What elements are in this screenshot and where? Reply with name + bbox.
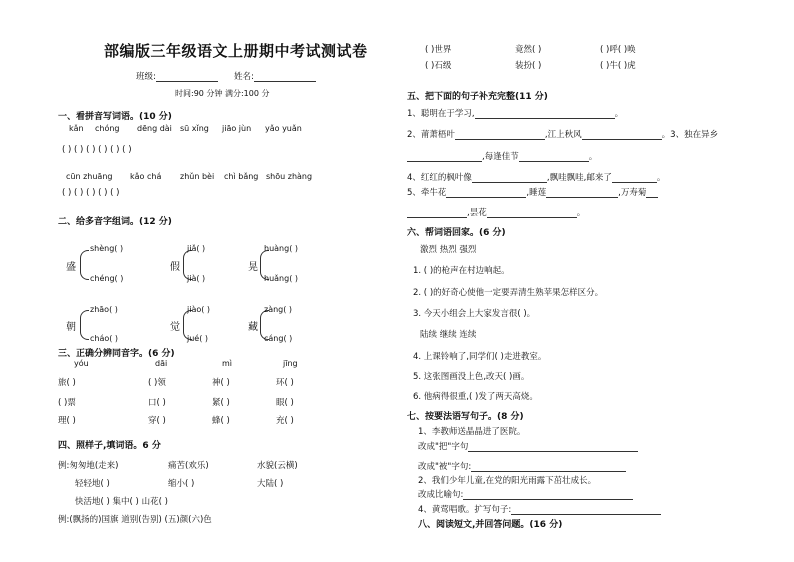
- homophone-item[interactable]: 眼( ): [276, 398, 294, 408]
- question-item[interactable]: 2. ( )的好奇心使他一定要弄清生熟苹果怎样区分。: [413, 288, 604, 298]
- class-field[interactable]: [136, 70, 218, 82]
- pinyin: mì: [222, 359, 233, 368]
- section-5-heading: 五、把下面的句子补充完整(11 分): [407, 92, 548, 102]
- polyphone-char: 晃: [248, 262, 258, 273]
- sentence-item[interactable]: 4、红红的枫叶像 ,飘哇飘哇,邮来了 。: [407, 173, 666, 183]
- section-2-heading: 二、给多音字组词。(12 分): [58, 217, 172, 227]
- example-item: 痛苦(欢乐): [168, 461, 209, 471]
- polyphone-reading[interactable]: zhāo( ): [90, 305, 118, 314]
- answer-brackets[interactable]: ( ) ( ) ( ) ( ) ( ) ( ): [62, 145, 132, 155]
- question-item[interactable]: 5. 这张图画没上色,改天( )画。: [413, 372, 530, 382]
- fill-item[interactable]: 快活地( ) 集中( ) 山花( ): [75, 497, 168, 507]
- pinyin: yóu: [74, 359, 89, 368]
- pinyin: jīng: [283, 359, 298, 368]
- sentence-item[interactable]: 5、牵牛花 ,睡莲 ,万寿菊: [407, 186, 658, 198]
- pinyin: dāi: [155, 359, 168, 368]
- pinyin: yǎo yuǎn: [265, 124, 302, 133]
- rewrite-field[interactable]: 改成"被"字句:: [418, 460, 626, 472]
- example-item: 例:匆匆地(走来): [58, 461, 119, 471]
- section-1-heading: 一、看拼音写词语。(10 分): [58, 112, 172, 122]
- section-6-heading: 六、帮词语回家。(6 分): [407, 228, 506, 238]
- homophone-item[interactable]: 环( ): [276, 378, 294, 388]
- rewrite-field[interactable]: 4、黄莺唱歌。扩写句子:: [418, 503, 661, 515]
- example-item: 例:(飘扬的)国旗 道别(告别) (五)颜(六)色: [58, 515, 212, 525]
- polyphone-reading[interactable]: zàng( ): [264, 305, 293, 314]
- fill-item[interactable]: ( )牛( )虎: [600, 61, 636, 71]
- pinyin: cūn zhuāng: [66, 172, 113, 181]
- homophone-item[interactable]: 充( ): [276, 416, 294, 426]
- fill-item[interactable]: 缩小( ): [168, 479, 195, 489]
- section-8-heading: 八、阅读短文,并回答问题。(16 分): [418, 520, 563, 530]
- homophone-item[interactable]: 蜂( ): [212, 416, 230, 426]
- word-bank: 陆续 继续 连续: [420, 330, 477, 340]
- sentence-item[interactable]: ,昙花 。: [407, 206, 585, 218]
- pinyin: kǎo chá: [130, 172, 162, 181]
- polyphone-char: 藏: [248, 322, 258, 333]
- exam-info: 时间:90 分钟 满分:100 分: [175, 89, 270, 98]
- question-item: 2、我们少年儿童,在党的阳光雨露下茁壮成长。: [418, 476, 597, 486]
- fill-item[interactable]: 大陆( ): [257, 479, 284, 489]
- pinyin: chì bǎng: [224, 172, 259, 181]
- homophone-item[interactable]: 穿( ): [148, 416, 166, 426]
- pinyin: jiāo jùn: [222, 124, 252, 133]
- sentence-item[interactable]: 2、莆萧梧叶 ,江上秋风 。3、独在异乡: [407, 130, 719, 140]
- pinyin: dēng dài: [137, 124, 172, 133]
- rewrite-field[interactable]: 改成比喻句:: [418, 488, 633, 500]
- example-item: 水貌(云横): [257, 461, 298, 471]
- fill-item[interactable]: 竟然( ): [515, 45, 542, 55]
- question-item[interactable]: 4. 上课铃响了,同学们( )走进教室。: [413, 352, 547, 362]
- pinyin: zhǔn bèi: [180, 172, 215, 181]
- name-label: 姓名:: [234, 72, 254, 82]
- pinyin: kǎn: [69, 124, 84, 133]
- polyphone-reading[interactable]: jià( ): [187, 274, 206, 283]
- polyphone-char: 假: [170, 262, 180, 273]
- fill-item[interactable]: ( )呼( )唤: [600, 45, 636, 55]
- homophone-item[interactable]: ( )票: [58, 398, 76, 408]
- fill-item[interactable]: 轻轻地( ): [75, 479, 110, 489]
- fill-item[interactable]: 装扮( ): [515, 61, 542, 71]
- word-bank: 激烈 热烈 强烈: [420, 245, 477, 255]
- homophone-item[interactable]: 理( ): [58, 416, 76, 426]
- polyphone-reading[interactable]: shèng( ): [90, 244, 124, 253]
- homophone-item[interactable]: 神( ): [212, 378, 230, 388]
- section-7-heading: 七、按要法语写句子。(8 分): [407, 412, 524, 422]
- polyphone-reading[interactable]: huǎng( ): [264, 274, 298, 283]
- polyphone-reading[interactable]: jiào( ): [187, 305, 211, 314]
- polyphone-reading[interactable]: huàng( ): [264, 244, 298, 253]
- polyphone-reading[interactable]: jué( ): [187, 334, 208, 343]
- homophone-item[interactable]: 旅( ): [58, 378, 76, 388]
- question-item[interactable]: 6. 他病得很重,( )发了两天高烧。: [413, 392, 538, 402]
- polyphone-char: 朝: [66, 322, 76, 333]
- pinyin: sū xǐng: [180, 124, 209, 133]
- polyphone-reading[interactable]: cáng( ): [264, 334, 293, 343]
- sentence-item[interactable]: 1、聪明在于学习, 。: [407, 109, 624, 119]
- polyphone-char: 觉: [170, 322, 180, 333]
- question-item[interactable]: 3. 今天小组会上大家发言很( )。: [413, 309, 536, 319]
- question-item[interactable]: 1. ( )的枪声在村边响起。: [413, 266, 510, 276]
- polyphone-reading[interactable]: chéng( ): [90, 274, 124, 283]
- fill-item[interactable]: ( )世界: [425, 45, 452, 55]
- fill-item[interactable]: ( )石级: [425, 61, 452, 71]
- section-3-heading: 三、正确分辨同音字。(6 分): [58, 349, 175, 359]
- homophone-item[interactable]: ( )领: [148, 378, 166, 388]
- sentence-item[interactable]: ,每逢佳节 。: [407, 150, 597, 162]
- question-item: 1、李教师送晶晶进了医院。: [418, 427, 526, 437]
- answer-brackets[interactable]: ( ) ( ) ( ) ( ) ( ): [62, 188, 120, 198]
- polyphone-reading[interactable]: cháo( ): [90, 334, 119, 343]
- page-title: 部编版三年级语文上册期中考试测试卷: [104, 42, 368, 60]
- homophone-item[interactable]: 口( ): [148, 398, 166, 408]
- pinyin: chóng: [95, 124, 120, 133]
- class-label: 班级:: [136, 72, 156, 82]
- polyphone-reading[interactable]: jiǎ( ): [187, 244, 206, 253]
- rewrite-field[interactable]: 改成"把"字句: [418, 440, 638, 452]
- polyphone-char: 盛: [66, 262, 76, 273]
- homophone-item[interactable]: 紧( ): [212, 398, 230, 408]
- pinyin: shōu zhàng: [266, 172, 313, 181]
- name-field[interactable]: [234, 70, 316, 82]
- section-4-heading: 四、照样子,填词语。6 分: [58, 441, 161, 451]
